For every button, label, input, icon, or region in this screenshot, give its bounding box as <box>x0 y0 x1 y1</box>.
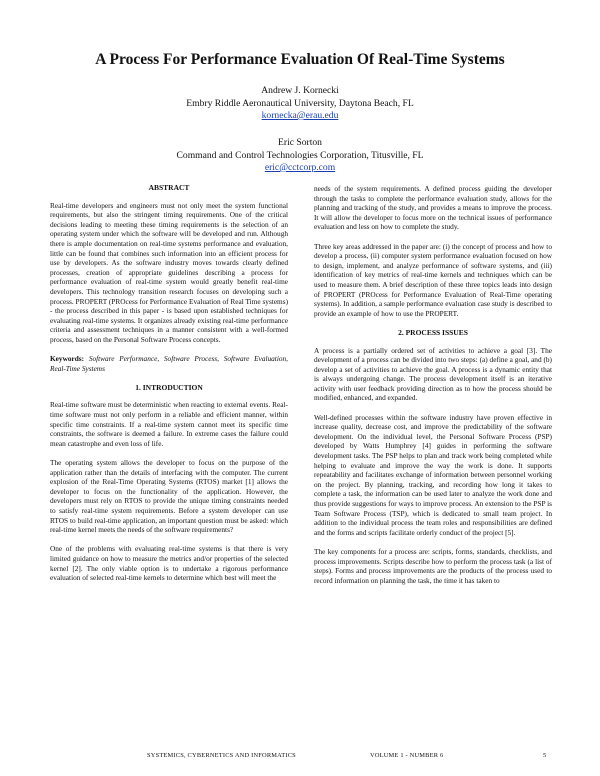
introduction-heading: 1. INTRODUCTION <box>135 382 203 392</box>
left-column <box>50 183 288 592</box>
author-email-link[interactable]: eric@cctcorp.com <box>264 162 336 173</box>
paragraph: The operating system allows the developer to focus on the purpose of the application rather than the details of interfacing with the computer. The current explosion of the Real-Time Operating Systems (RTOS) market [1] allows the developer to focus on the functionality of the application. However, the developers must rely on RTOS to provide the unique timing constraints needed to satisfy real-time system requirements. Before a system developer can use RTOS to build real-time application, an important question must be asked: which real-time kernel meets the needs of the software requirements? <box>50 458 288 535</box>
footer-volume: VOLUME 1 - NUMBER 6 <box>370 752 444 759</box>
paragraph: One of the problems with evaluating real-time systems is that there is very limited guidance on how to measure the metrics and/or properties of the selected kernel [2]. The only viable option is to undertake a rigorous performance evaluation of selected real-time kernels to determine which best will meet the <box>50 544 288 583</box>
process-issues-heading: 2. PROCESS ISSUES <box>398 327 468 337</box>
author-name: Andrew J. Kornecki <box>261 85 339 96</box>
paragraph: The key components for a process are: scripts, forms, standards, checklists, and process improvements. Scripts describe how to perform the process task (a list of steps). Forms and process improvements are the products of the process used to record information on planning the task, the time it has taken to <box>314 546 552 585</box>
paragraph: Well-defined processes within the software industry have proven effective in increase quality, decrease cost, and improve the predictability of the software development. On the individual level, the Personal Software Process (PSP) developed by Watts Humphrey [4] guides in performing the software development tasks. The PSP helps to plan and track work being completed while helping to evaluate and improve the way the work is done. It supports repeatability and facilitates exchange of information between personnel working on the project. By planning, tracking, and recording how long it takes to complete a task, the information can be used later to analyze the work done and thus provide suggestions for ways to improve process. An extension to the PSP is Team Software Process (TSP), which is dedicated to small team project. In addition to the individual process the team roles and responsibilities are defined and the forms and scripts facilitate orderly conduct of the project [5]. <box>314 412 552 537</box>
page-number: 5 <box>543 752 547 759</box>
author-affiliation: Embry Riddle Aeronautical University, Daytona Beach, FL <box>186 97 414 109</box>
right-column <box>314 184 552 595</box>
paper-title: A Process For Performance Evaluation Of Real-Time Systems <box>95 51 505 68</box>
paragraph: Real-time software must be deterministic when reacting to external events. Real-time software must not only perform in a reliable and efficient manner, within specific time constraints. If a real-time system cannot meet its specific time constraints, the software is deemed a failure. In extreme cases the failure could mean catastrophe and even loss of life. <box>50 400 288 448</box>
footer-journal: SYSTEMICS, CYBERNETICS AND INFORMATICS <box>147 752 296 759</box>
author-block-2 <box>0 137 600 175</box>
paragraph: A process is a partially ordered set of activities to achieve a goal [3]. The development of a process can be divided into two steps: (a) define a goal, and (b) develop a set of activities to achieve the goal. A process is a dynamic entity that is always undergoing change. The process development itself is an iterative activity with user feedback providing direction as to how the process should be modified, enhanced, and expanded. <box>314 345 552 403</box>
keywords <box>50 354 288 373</box>
keywords-label: Keywords: <box>50 354 85 364</box>
paragraph: Three key areas addressed in the paper are: (i) the concept of process and how to develop a process, (ii) computer system performance evaluation focused on how to design, implement, and analyze performance of software systems, and (iii) identification of key metrics of real-time kernels and techniques which can be used to measure them. A brief description of these three topics leads into design of PROPERT (PROcess for Performance Evaluation of Real-Time operating systems). In addition, a sample performance evaluation case study is described to provide an example of how to use the PROPERT. <box>314 241 552 318</box>
keywords-text: Software Performance, Software Process, Software Evaluation, Real-Time Systems <box>50 354 288 373</box>
abstract-text: Real-time developers and engineers must not only meet the system functional requirements, but also the stringent timing requirements. One of the critical decisions leading to meeting these timing requirements is the selection of an operating system under which the software will be developed and run. Although there is ample documentation on real-time systems performance and evaluation, little can be found that combines such information into an efficient process for use by developers. As the software industry moves towards clearly defined processes, creation of appropriate guidelines describing a process for performance evaluation of real-time system would greatly benefit real-time developers. This technology transition research focuses on developing such a process. PROPERT (PROcess for Performance Evaluation of Real Time systems) - the process described in this paper - is based upon established techniques for evaluating real-time systems. It organizes already existing real-time performance criteria and assessment techniques in a manner consistent with a well-formed process, based on the Personal Software Process concepts. <box>50 200 288 344</box>
author-name: Eric Sorton <box>278 137 322 148</box>
abstract-heading: ABSTRACT <box>148 183 190 192</box>
author-block-1 <box>0 85 600 123</box>
paragraph: needs of the system requirements. A defined process guiding the developer through the tasks to complete the performance evaluation study, allows for the planning and tracking of the study, and provides a means to improve the process. It will allow the developer to focus more on the technical issues of performance evaluation and less on how to complete the study. <box>314 184 552 232</box>
author-email-link[interactable]: kornecka@erau.edu <box>261 110 339 121</box>
author-affiliation: Command and Control Technologies Corporation, Titusville, FL <box>176 149 424 161</box>
